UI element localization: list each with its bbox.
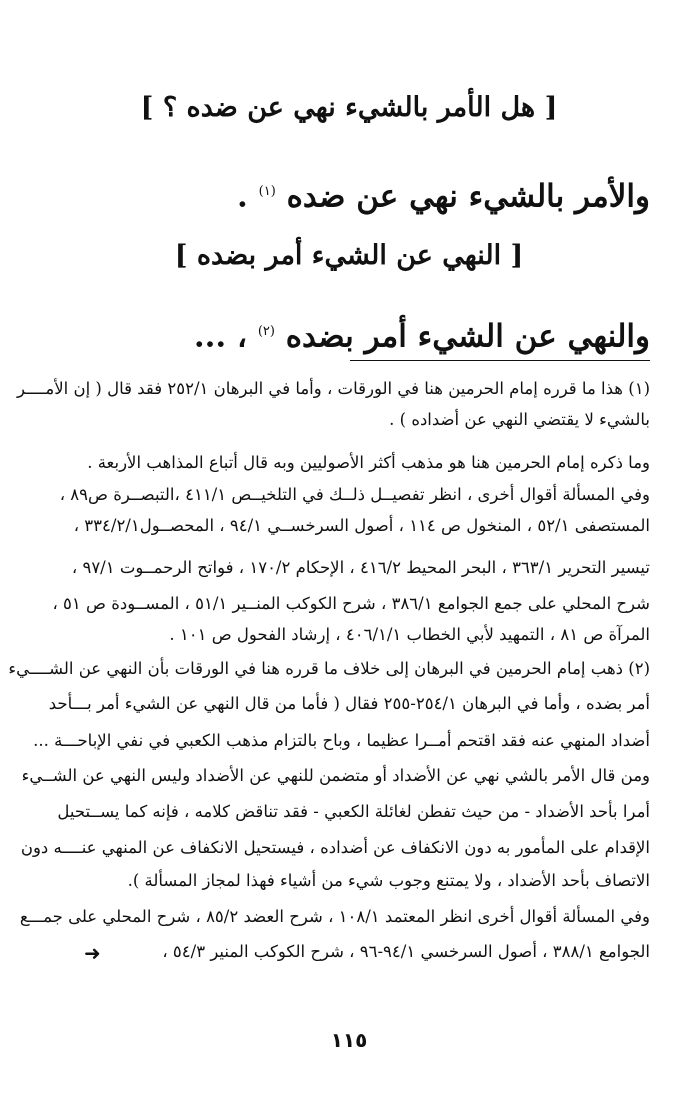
footnote-line: وما ذكره إمام الحرمين هنا هو مذهب أكثر الأصوليين وبه قال أتباع المذاهب الأربعة . [87, 453, 650, 472]
footnote-divider [350, 360, 650, 361]
main-text-prohibition-body: والنهي عن الشيء أمر بضده [285, 318, 650, 355]
continue-arrow-icon: ➜ [84, 941, 101, 965]
section-heading-command [80, 88, 618, 128]
section-heading-command-text: [ هل الأمر بالشيء نهي عن ضده ؟ ] [140, 92, 558, 123]
section-heading-prohibition-text: [ النهي عن الشيء أمر بضده ] [174, 240, 524, 271]
main-text-command [40, 170, 650, 218]
footnote-line: تيسير التحرير ٣٦٣/١ ، البحر المحيط ٤١٦/٢ ، الإحكام ١٧٠/٢ ، فواتح الرحمــوت ٩٧/١ ، [71, 558, 650, 577]
main-text-command-body: والأمر بالشيء نهي عن ضده [286, 178, 650, 215]
main-text-prohibition-end: ، ... [193, 318, 248, 355]
footnote-line: الجوامع ٣٨٨/١ ، أصول السرخسي ٩٤/١-٩٦ ، شرح الكوكب المنير ٥٤/٣ ، [162, 942, 650, 961]
footnote-line: الاتصاف بأحد الأضداد ، ولا يمتنع وجوب شيء من أشياء فهذا لمجاز المسألة ). [127, 871, 650, 890]
footnote-line: (٢) ذهب إمام الحرمين في البرهان إلى خلاف ما قرره هنا في الورقات بأن النهي عن الشــــيء [8, 659, 650, 678]
footnote-line: بالشيء لا يقتضي النهي عن أضداده ) . [389, 410, 650, 429]
footnote-line: وفي المسألة أقوال أخرى انظر المعتمد ١٠٨/١ ، شرح العضد ٨٥/٢ ، شرح المحلي على جمـــع [19, 907, 650, 926]
footnote-line: المستصفى ٥٢/١ ، المنخول ص ١١٤ ، أصول السرخســي ٩٤/١ ، المحصــول٣٣٤/٢/١ ، [73, 516, 650, 535]
footnote-line: أمر بضده ، وأما في البرهان ٢٥٤/١-٢٥٥ فقال ( فأما من قال النهي عن الشيء أمر بـــأحد [48, 694, 650, 713]
main-text-prohibition [40, 310, 650, 358]
footnote-line: ومن قال الأمر بالشي نهي عن الأضداد أو متضمن للنهي عن الأضداد وليس النهي عن الشــيء [21, 766, 650, 785]
footnote-line: شرح المحلي على جمع الجوامع ٣٨٦/١ ، شرح الكوكب المنــير ٥١/١ ، المســودة ص ٥١ ، [52, 594, 650, 613]
footnote-line: أمرا بأحد الأضداد - من حيث تفطن لغائلة الكعبي - فقد تناقض كلامه ، فإنه كما يســتحيل [57, 802, 650, 821]
main-text-command-end: . [237, 178, 248, 215]
footnote-line: المرآة ص ٨١ ، التمهيد لأبي الخطاب ٤٠٦/١/١ ، إرشاد الفحول ص ١٠١ . [169, 625, 650, 644]
footnote-ref-1: (١) [258, 184, 276, 199]
footnote-line: (١) هذا ما قرره إمام الحرمين هنا في الورقات ، وأما في البرهان ٢٥٢/١ فقد قال ( إن الأمــــر [16, 379, 650, 398]
footnote-line: الإقدام على المأمور به دون الانكفاف عن أضداده ، فيستحيل الانكفاف عن المنهي عنــــه دون [20, 838, 650, 857]
footnote-line: وفي المسألة أقوال أخرى ، انظر تفصيــل ذلــك في التلخيــص ٤١١/١ ،التبصــرة ص٨٩ ، [59, 485, 650, 504]
footnote-ref-2: (٢) [257, 324, 275, 339]
section-heading-prohibition [80, 236, 618, 276]
page-number: ١١٥ [330, 1028, 368, 1052]
footnote-line: أضداد المنهي عنه فقد اقتحم أمــرا عظيما ، وباح بالتزام مذهب الكعبي في نفي الإباحـــة ... [33, 731, 650, 750]
